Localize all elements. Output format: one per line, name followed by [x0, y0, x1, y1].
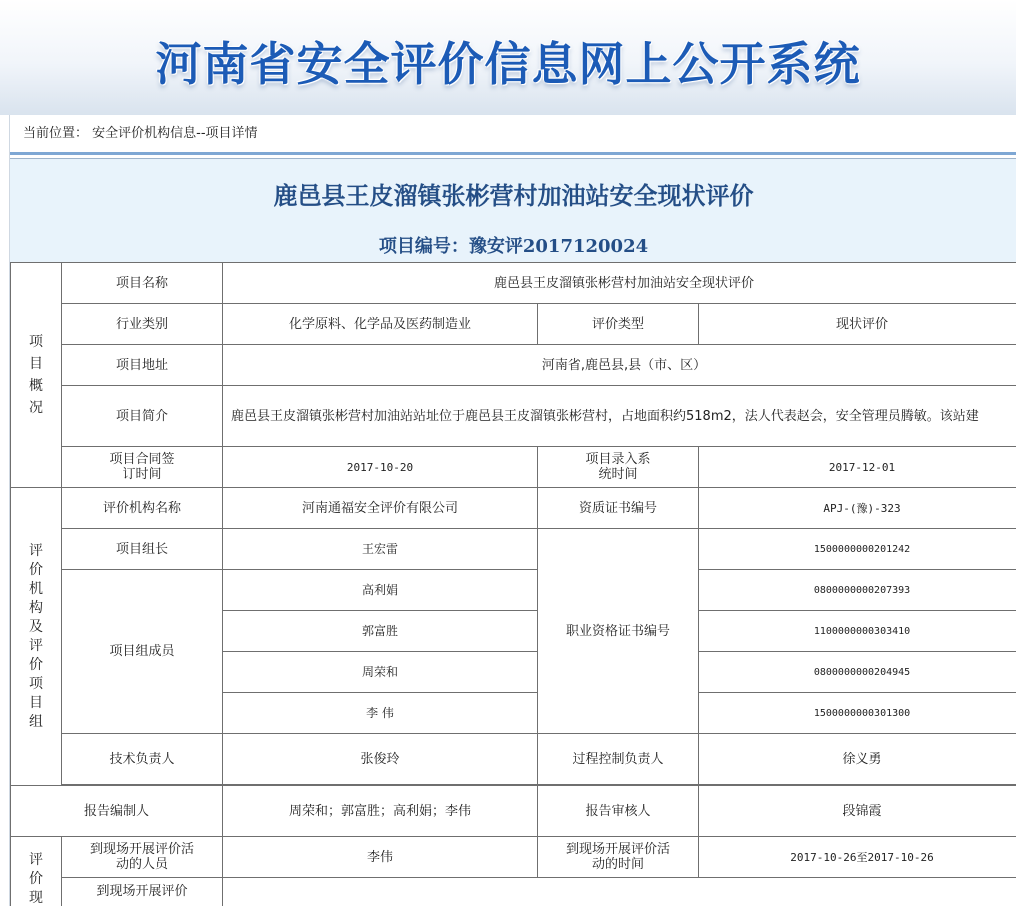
value-member-name: 郭富胜	[223, 611, 538, 652]
table-row	[11, 837, 1016, 878]
label-field-people: 到现场开展评价活动的人员	[62, 837, 223, 878]
value-report-author: 周荣和；郭富胜；高利娟；李伟	[223, 786, 538, 837]
value-member-cert: 1500000000301300	[699, 693, 1016, 734]
value-tech-lead: 张俊玲	[223, 734, 538, 785]
label-address: 项目地址	[62, 345, 223, 386]
label-org-name: 评价机构名称	[62, 488, 223, 529]
label-members: 项目组成员	[62, 570, 223, 734]
breadcrumb	[10, 115, 1016, 155]
table-row	[11, 386, 1016, 447]
label-leader: 项目组长	[62, 529, 223, 570]
value-industry: 化学原料、化学品及医药制造业	[223, 304, 538, 345]
table-row	[11, 786, 1016, 837]
label-intro: 项目简介	[62, 386, 223, 447]
value-member-name: 高利娟	[223, 570, 538, 611]
project-title: 鹿邑县王皮溜镇张彬营村加油站安全现状评价	[273, 181, 754, 210]
label-entry-time: 项目录入系统时间	[538, 447, 699, 488]
table-row	[11, 734, 1016, 785]
label-report-author: 报告编制人	[11, 786, 223, 837]
label-cert-no: 资质证书编号	[538, 488, 699, 529]
value-member-cert: 0800000000207393	[699, 570, 1016, 611]
section-org-header: 评价机构及评价项目组	[11, 488, 62, 786]
value-member-cert: 0800000000204945	[699, 652, 1016, 693]
value-member-name: 周荣和	[223, 652, 538, 693]
table-row	[11, 447, 1016, 488]
label-eval-type: 评价类型	[538, 304, 699, 345]
value-leader: 王宏雷	[223, 529, 538, 570]
value-intro: 鹿邑县王皮溜镇张彬营村加油站站址位于鹿邑县王皮溜镇张彬营村，占地面积约518m2，法人代表赵会，安全管理员腾敏。该站建	[223, 386, 1016, 447]
label-field-next: 到现场开展评价	[62, 878, 223, 906]
table-row	[11, 304, 1016, 345]
label-project-name: 项目名称	[62, 263, 223, 304]
value-field-time: 2017-10-26至2017-10-26	[699, 837, 1016, 878]
table-row	[11, 345, 1016, 386]
value-org-name: 河南通福安全评价有限公司	[223, 488, 538, 529]
label-qual-cert: 职业资格证书编号	[538, 529, 699, 734]
value-field-people: 李伟	[223, 837, 538, 878]
value-address: 河南省,鹿邑县,县（市、区）	[223, 345, 1016, 386]
label-tech-lead: 技术负责人	[62, 734, 223, 785]
table-row	[11, 878, 1016, 906]
section-field-header: 评价现	[11, 837, 62, 906]
table-row	[11, 263, 1016, 304]
value-cert-no: APJ-(豫)-323	[699, 488, 1016, 529]
section-overview-header: 项目概况	[11, 263, 62, 488]
value-project-name: 鹿邑县王皮溜镇张彬营村加油站安全现状评价	[223, 263, 1016, 304]
value-process-lead: 徐义勇	[699, 734, 1016, 785]
value-report-reviewer: 段锦霞	[699, 786, 1016, 837]
project-number: 项目编号：豫安评2017120024	[378, 236, 649, 257]
label-report-reviewer: 报告审核人	[538, 786, 699, 837]
table-row	[11, 570, 1016, 611]
value-member-cert: 1100000000303410	[699, 611, 1016, 652]
label-contract-time: 项目合同签订时间	[62, 447, 223, 488]
value-contract-time: 2017-10-20	[223, 447, 538, 488]
site-header	[0, 0, 1016, 115]
label-field-time: 到现场开展评价活动的时间	[538, 837, 699, 878]
value-entry-time: 2017-12-01	[699, 447, 1016, 488]
value-eval-type: 现状评价	[699, 304, 1016, 345]
content-shell	[9, 115, 1016, 906]
value-leader-cert: 1500000000201242	[699, 529, 1016, 570]
table-row	[11, 529, 1016, 570]
project-header-panel	[10, 158, 1016, 262]
label-process-lead: 过程控制负责人	[538, 734, 699, 785]
value-member-name: 李 伟	[223, 693, 538, 734]
project-info-table	[10, 262, 1016, 906]
breadcrumb-label: 当前位置：	[23, 126, 89, 141]
value-field-next	[223, 878, 1016, 906]
breadcrumb-path: 安全评价机构信息--项目详情	[92, 126, 258, 141]
label-industry: 行业类别	[62, 304, 223, 345]
site-title: 河南省安全评价信息网上公开系统	[155, 37, 861, 91]
table-row	[11, 488, 1016, 529]
